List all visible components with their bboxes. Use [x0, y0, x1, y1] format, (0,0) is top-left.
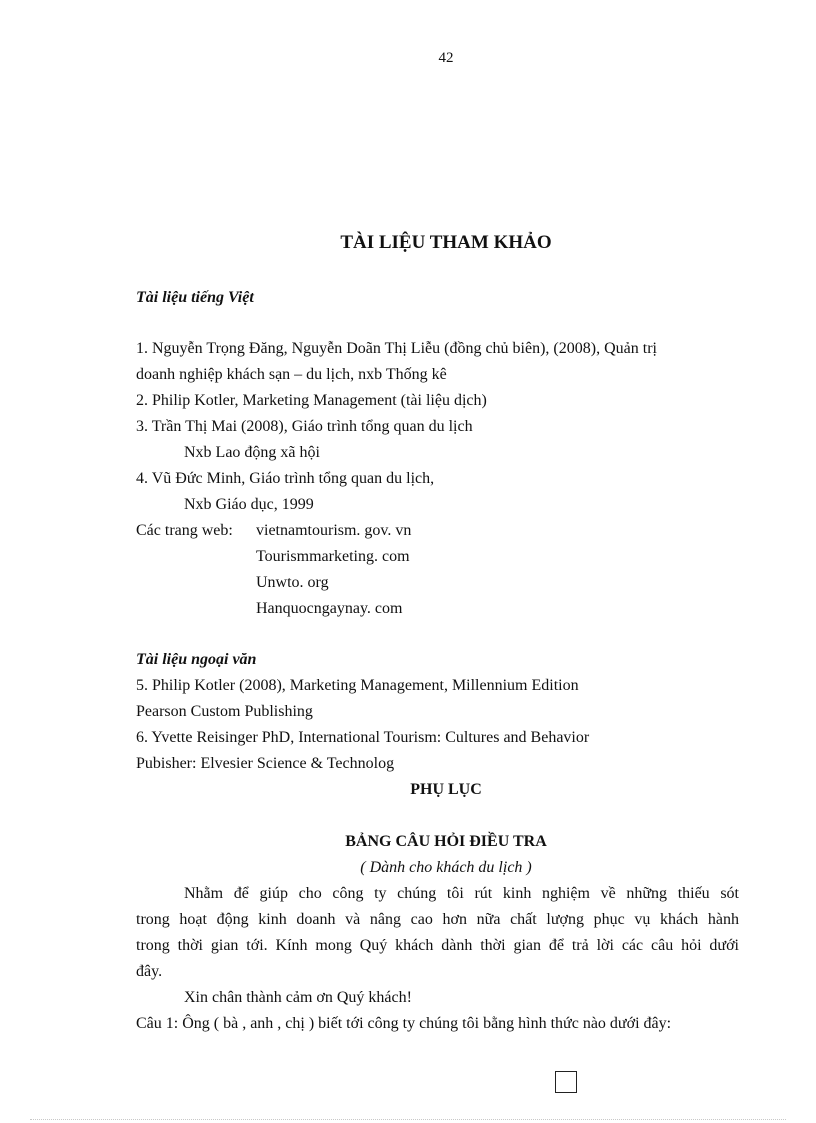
reference-item-6-line-2: Pubisher: Elvesier Science & Technolog [136, 755, 395, 772]
websites-line [136, 521, 411, 541]
page-number: 42 [438, 50, 454, 66]
reference-item-5-line-1: 5. Philip Kotler (2008), Marketing Management, Millennium Edition [136, 677, 579, 694]
intro-paragraph-line: trong thời gian tới. Kính mong Quý khách dành thời gian để trả lời các câu hỏi dưới [136, 937, 739, 954]
intro-paragraph-line: Nhằm để giúp cho công ty chúng tôi rút kinh nghiệm về những thiếu sót [184, 885, 739, 902]
page-bottom-rule [30, 1119, 786, 1120]
foreign-references-heading: Tài liệu ngoại văn [136, 651, 257, 668]
answer-checkbox[interactable] [555, 1071, 577, 1093]
vietnamese-references-heading: Tài liệu tiếng Việt [136, 289, 254, 306]
website-link[interactable]: Tourismmarketing. com [256, 548, 410, 565]
reference-item-6-line-1: 6. Yvette Reisinger PhD, International Tourism: Cultures and Behavior [136, 729, 590, 746]
reference-item-1-line-2: doanh nghiệp khách sạn – du lịch, nxb Thống kê [136, 366, 447, 383]
websites-label: Các trang web: [136, 522, 233, 539]
website-link[interactable]: vietnamtourism. gov. vn [256, 522, 412, 539]
intro-paragraph-line: trong hoạt động kinh doanh và nâng cao hơn nữa chất lượng phục vụ khách hành [136, 911, 739, 928]
references-title: TÀI LIỆU THAM KHẢO [340, 232, 552, 253]
reference-item-2: 2. Philip Kotler, Marketing Management (tài liệu dịch) [136, 392, 487, 409]
reference-item-1-line-1: 1. Nguyễn Trọng Đăng, Nguyễn Doãn Thị Liễu (đồng chủ biên), (2008), Quản trị [136, 340, 657, 357]
website-link[interactable]: Unwto. org [256, 574, 329, 591]
question-1: Câu 1: Ông ( bà , anh , chị ) biết tới công ty chúng tôi bằng hình thức nào dưới đây: [136, 1015, 672, 1032]
reference-item-4-line-1: 4. Vũ Đức Minh, Giáo trình tổng quan du lịch, [136, 470, 435, 487]
website-link[interactable]: Hanquocngaynay. com [256, 600, 403, 617]
survey-subtitle: ( Dành cho khách du lịch ) [360, 859, 532, 876]
thanks-line: Xin chân thành cảm ơn Quý khách! [184, 989, 412, 1006]
survey-title: BẢNG CÂU HỎI ĐIỀU TRA [345, 833, 547, 850]
appendix-title: PHỤ LỤC [410, 781, 482, 798]
reference-item-5-line-2: Pearson Custom Publishing [136, 703, 313, 720]
reference-item-4-line-2: Nxb Giáo dục, 1999 [184, 496, 314, 513]
reference-item-3-line-2: Nxb Lao động xã hội [184, 444, 320, 461]
reference-item-3-line-1: 3. Trần Thị Mai (2008), Giáo trình tổng quan du lịch [136, 418, 473, 435]
intro-paragraph-last-line: đây. [136, 963, 163, 980]
